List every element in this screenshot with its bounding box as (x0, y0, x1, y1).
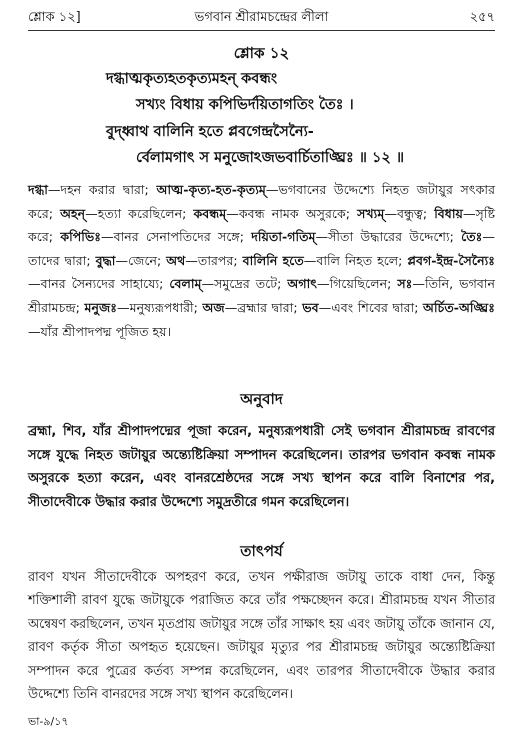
gloss-meaning: —মনুষ্যরূপধারী; (117, 299, 203, 315)
gloss-meaning: —সৃষ্টি করে; (28, 205, 496, 245)
translation-heading: অনুবাদ (240, 390, 283, 408)
gloss-word: বালিনি হতে (242, 252, 304, 268)
gloss-meaning: —সীতা উদ্ধারের উদ্দেশ্যে; (315, 229, 462, 245)
gloss-word: সঃ (397, 276, 413, 292)
gloss-meaning: —তাদের দ্বারা; (28, 229, 495, 268)
gloss-meaning: —এবং শিবের দ্বারা; (318, 299, 424, 315)
gloss-meaning: —বানর সৈন্যদের সাহায্যে; (28, 276, 170, 292)
translation-block (28, 420, 495, 515)
verse-line: বুদ্ধ্বাথ বালিনি হতে প্লবগেন্দ্রসৈন্যৈ- (106, 124, 314, 140)
purport-block (28, 566, 495, 706)
gloss-word: অহন্ (60, 205, 86, 221)
verse-line: দগ্ধাত্মকৃত্যহতকৃত্যমহন্ কবন্ধং (106, 71, 278, 87)
gloss-meaning: —সমুদ্রের তটে; (201, 276, 288, 292)
footer-signature: ভা-৯/১৭ (28, 715, 69, 728)
gloss-paragraph (28, 178, 495, 343)
gloss-word: তৈঃ (461, 229, 483, 245)
gloss-word: অথ (166, 252, 186, 268)
gloss-meaning: —হত্যা করেছিলেন; (85, 205, 194, 221)
gloss-meaning: —যাঁর শ্রীপাদপদ্ম পূজিত হয়। (28, 323, 172, 339)
translation-text: ব্রহ্মা, শিব, যাঁর শ্রীপাদপদ্মের পূজা করেন, মনুষ্যরূপধারী সেই ভগবান শ্রীরামচন্দ্র রাবণের সঙ্গে যুদ্ধে নিহত জটায়ুর অন্ত্যেষ্টিক্রিয়া সম্পাদন করেছিলেন। তারপর ভগবান কবন্ধ নামক অসুরকে হত্যা করেন, এবং বানরশ্রেষ্ঠদের সঙ্গে সখ্য স্থাপন করে বালি বিনাশের পর, সীতাদেবীকে উদ্ধার করার উদ্দেশ্যে সমুদ্রতীরে গমন করেছিলেন। (28, 424, 495, 511)
header-divider (28, 30, 495, 31)
gloss-word: বেলাম্ (169, 276, 202, 292)
gloss-word: বিধায় (434, 205, 463, 221)
verse-reference: শ্লোক ১২] (28, 10, 81, 25)
page-number: ২৫৭ (469, 10, 495, 25)
gloss-word: দগ্ধা (28, 182, 48, 197)
gloss-word: কবন্ধম্ (193, 205, 227, 221)
purport-heading: তাৎপর্য (240, 542, 283, 560)
gloss-word: দয়িতা-গতিম্ (251, 229, 316, 245)
purport-text: রাবণ যখন সীতাদেবীকে অপহরণ করে, তখন পক্ষীরাজ জটায়ু তাকে বাধা দেন, কিন্তু শক্তিশালী রাবণ যুদ্ধে জটায়ুকে পরাজিত করে তাঁর পক্ষচ্ছেদন করে। শ্রীরামচন্দ্র যখন সীতার অন্বেষণ করছিলেন, তখন মৃতপ্রায় জটায়ুর সঙ্গে তাঁর সাক্ষাৎ হয় এবং জটায়ু তাঁকে জানান যে, রাবণ কর্তৃক সীতা অপহৃত হয়েছেন। জটায়ুর মৃত্যুর পর শ্রীরামচন্দ্র জটায়ুর অন্ত্যেষ্টিক্রিয়া সম্পাদন করে পুত্রের কর্তব্য সম্পন্ন করেছিলেন, এবং তারপর সীতাদেবীকে উদ্ধার করার উদ্দেশ্যে তিনি বানরদের সঙ্গে সখ্য স্থাপন করেছিলেন। (28, 570, 495, 703)
verse-line: র্বেলামগাৎ স মনুজোঽজভবার্চিতাঙ্ঘ্রিঃ ॥ ১২ ॥ (136, 150, 405, 166)
gloss-word: মনুজঃ (84, 299, 117, 315)
gloss-word: প্লবগ-ইন্দ্র-সৈন্যৈঃ (407, 252, 495, 268)
gloss-word: সখ্যম্ (357, 205, 385, 221)
gloss-meaning: —জেনে; (115, 252, 167, 268)
gloss-word: বুদ্ধা (95, 252, 116, 268)
gloss-meaning: —তারপর; (185, 252, 243, 268)
gloss-meaning: —ভগবানের উদ্দেশ্যে নিহত জটায়ুর সৎকার করে; (28, 182, 495, 221)
gloss-meaning: —গিয়েছিলেন; (316, 276, 398, 292)
running-header (28, 8, 495, 30)
word-for-word-gloss (28, 178, 495, 343)
gloss-word: অজ (202, 299, 225, 315)
gloss-meaning: —বানর সেনাপতিদের সঙ্গে; (100, 229, 252, 245)
gloss-meaning: —তিনি, ভগবান শ্রীরামচন্দ্র; (28, 276, 495, 315)
gloss-word: অগাৎ (287, 276, 317, 292)
gloss-meaning: —কবন্ধ নামক অসুরকে; (226, 205, 358, 221)
gloss-meaning: —বন্ধুত্ব; (384, 205, 435, 221)
gloss-word: আত্ম-কৃত্য-হত-কৃত্যম্ (156, 182, 266, 197)
verse-title: শ্লোক ১২ (233, 44, 290, 62)
chapter-title: ভগবান শ্রীরামচন্দ্রের লীলা (194, 10, 329, 25)
gloss-meaning: —বালি নিহত হলে; (303, 252, 408, 268)
gloss-word: কপিভিঃ (60, 229, 101, 245)
gloss-word: অর্চিত-অঙ্ঘ্রিঃ (423, 299, 495, 315)
gloss-word: ভব (302, 299, 319, 315)
verse-line: সখ্যং বিধায় কপিভির্দয়িতাগতিং তৈঃ । (136, 97, 354, 113)
gloss-meaning: —ব্রহ্মার দ্বারা; (224, 299, 303, 315)
gloss-meaning: —দহন করার দ্বারা; (47, 182, 157, 197)
